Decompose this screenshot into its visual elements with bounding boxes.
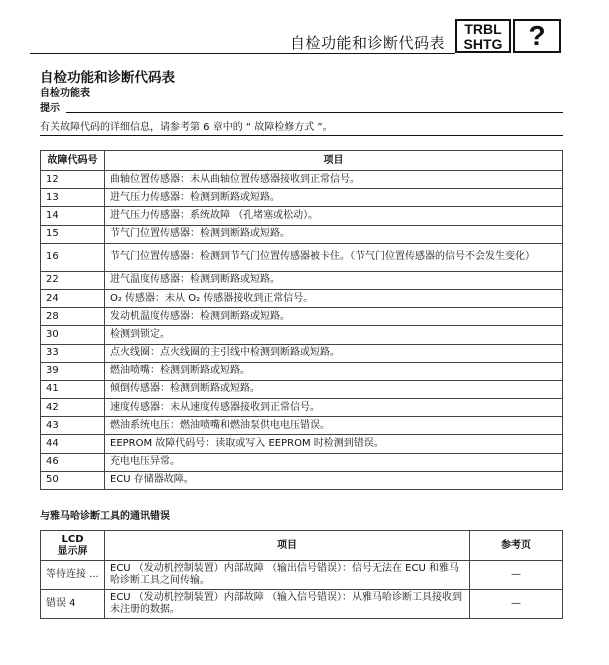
table-row xyxy=(41,471,563,489)
lcd-display: 错误 4 xyxy=(41,590,105,619)
fault-item: 速度传感器：未从速度传感器接收到正常信号。 xyxy=(105,399,563,417)
table-row xyxy=(41,590,563,619)
fault-code: 24 xyxy=(41,289,105,307)
section-title: 自检功能和诊断代码表 xyxy=(40,70,175,86)
reference-page: — xyxy=(470,590,563,619)
column-header-item: 项目 xyxy=(105,531,470,561)
fault-code: 33 xyxy=(41,344,105,362)
table-row xyxy=(41,344,563,362)
fault-item: 曲轴位置传感器：未从曲轴位置传感器接收到正常信号。 xyxy=(105,171,563,189)
fault-item: 进气温度传感器：检测到断路或短路。 xyxy=(105,271,563,289)
table-row xyxy=(41,271,563,289)
fault-item: 节气门位置传感器：检测到断路或短路。 xyxy=(105,225,563,243)
fault-item: 发动机温度传感器：检测到断路或短路。 xyxy=(105,308,563,326)
fault-item: EEPROM 故障代码号：读取或写入 EEPROM 时检测到错误。 xyxy=(105,435,563,453)
fault-code: 39 xyxy=(41,362,105,380)
fault-code: 50 xyxy=(41,471,105,489)
table-row xyxy=(41,326,563,344)
fault-item: ECU 存储器故障。 xyxy=(105,471,563,489)
fault-code: 12 xyxy=(41,171,105,189)
comm-item: ECU （发动机控制装置）内部故障 （输出信号错误）：信号无法在 ECU 和雅马哈诊断工具之间传输。 xyxy=(105,561,470,590)
table-row xyxy=(41,189,563,207)
table-row xyxy=(41,362,563,380)
fault-item: 节气门位置传感器：检测到节气门位置传感器被卡住。（节气门位置传感器的信号不会发生变化） xyxy=(105,243,563,271)
column-header-code: 故障代码号 xyxy=(41,151,105,171)
fault-item: 进气压力传感器：系统故障 （孔堵塞或松动）。 xyxy=(105,207,563,225)
fault-code: 22 xyxy=(41,271,105,289)
table-row xyxy=(41,289,563,307)
column-header-lcd xyxy=(41,531,105,561)
column-header-item: 项目 xyxy=(105,151,563,171)
table-row xyxy=(41,417,563,435)
fault-item: 检测到锁定。 xyxy=(105,326,563,344)
table-row xyxy=(41,225,563,243)
fault-code: 44 xyxy=(41,435,105,453)
fault-code: 13 xyxy=(41,189,105,207)
fault-code: 41 xyxy=(41,380,105,398)
note-label: 提示 xyxy=(40,103,60,114)
lcd-display: 等待连接 ... xyxy=(41,561,105,590)
comm-item: ECU （发动机控制装置）内部故障 （输入信号错误）：从雅马哈诊断工具接收到未注册的数据。 xyxy=(105,590,470,619)
table-row xyxy=(41,453,563,471)
note-rule-top xyxy=(66,112,563,113)
fault-item: O₂ 传感器：未从 O₂ 传感器接收到正常信号。 xyxy=(105,289,563,307)
table-row xyxy=(41,399,563,417)
tab-line-1: TRBL xyxy=(464,21,502,37)
lcd-header-line-1: LCD xyxy=(61,533,84,545)
comm-section-title: 与雅马哈诊断工具的通讯错误 xyxy=(40,511,170,522)
table-row xyxy=(41,243,563,271)
trbl-shtg-tab xyxy=(455,19,511,53)
table-row xyxy=(41,380,563,398)
reference-page: — xyxy=(470,561,563,590)
fault-code: 30 xyxy=(41,326,105,344)
comm-error-table xyxy=(40,530,563,619)
fault-code: 42 xyxy=(41,399,105,417)
fault-code: 15 xyxy=(41,225,105,243)
fault-item: 倾倒传感器：检测到断路或短路。 xyxy=(105,380,563,398)
table-row xyxy=(41,561,563,590)
tab-line-2: SHTG xyxy=(463,36,503,52)
fault-item: 燃油喷嘴：检测到断路或短路。 xyxy=(105,362,563,380)
fault-item: 点火线圈：点火线圈的主引线中检测到断路或短路。 xyxy=(105,344,563,362)
note-rule-bottom xyxy=(40,135,563,136)
section-subtitle: 自检功能表 xyxy=(40,88,90,99)
fault-code: 43 xyxy=(41,417,105,435)
fault-code: 14 xyxy=(41,207,105,225)
table-row xyxy=(41,207,563,225)
column-header-ref: 参考页 xyxy=(470,531,563,561)
fault-code-table xyxy=(40,150,563,490)
question-mark-icon: ? xyxy=(513,19,561,53)
fault-code: 28 xyxy=(41,308,105,326)
table-row xyxy=(41,171,563,189)
table-row xyxy=(41,308,563,326)
fault-item: 充电电压异常。 xyxy=(105,453,563,471)
fault-code: 16 xyxy=(41,243,105,271)
page-header-title: 自检功能和诊断代码表 xyxy=(290,34,446,52)
table-row xyxy=(41,435,563,453)
header-rule xyxy=(30,53,455,54)
fault-item: 燃油系统电压：燃油喷嘴和燃油泵供电电压错误。 xyxy=(105,417,563,435)
lcd-header-line-2: 显示屏 xyxy=(57,545,88,557)
fault-code: 46 xyxy=(41,453,105,471)
note-text: 有关故障代码的详细信息，请参考第 6 章中的 “ 故障检修方式 ”。 xyxy=(40,122,333,133)
fault-item: 进气压力传感器：检测到断路或短路。 xyxy=(105,189,563,207)
